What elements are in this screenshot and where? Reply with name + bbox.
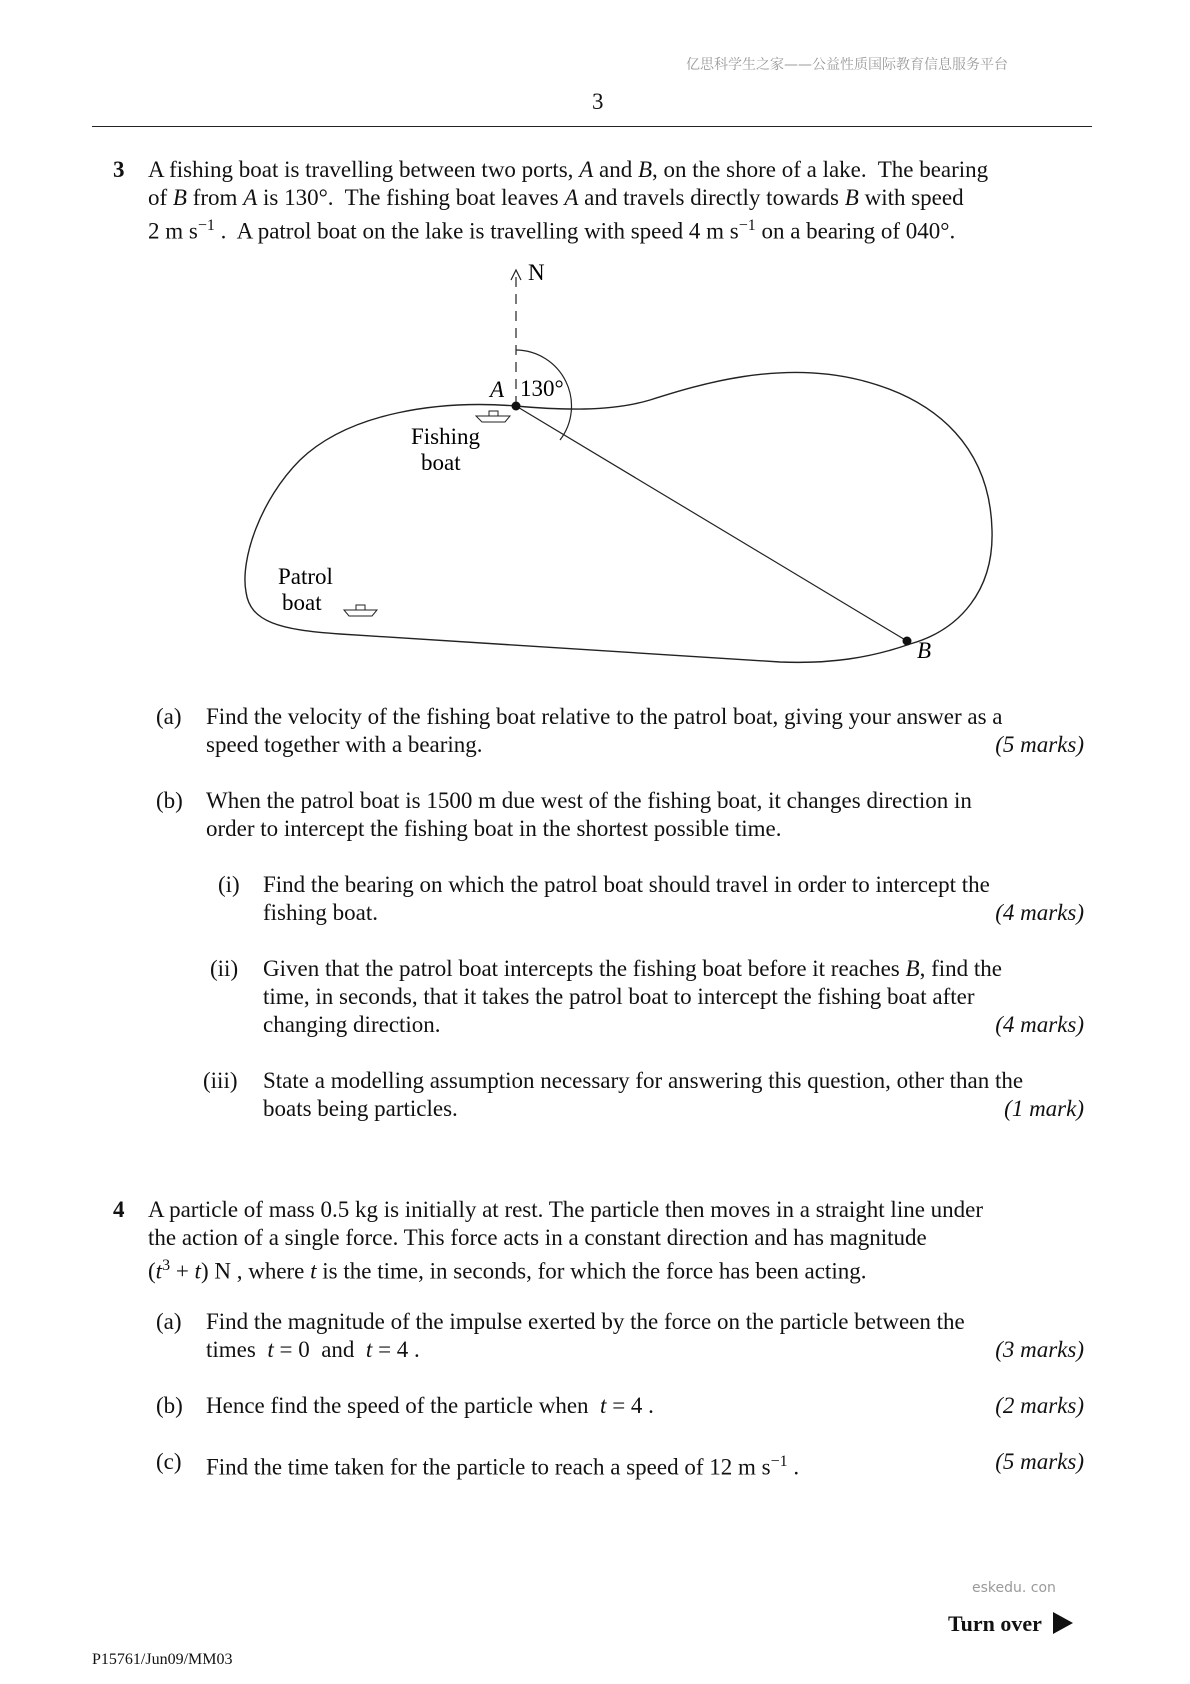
q4b-marks: (2 marks) — [995, 1393, 1084, 1418]
q3bi-marks: (4 marks) — [995, 900, 1084, 925]
q3a-line1: Find the velocity of the fishing boat relative to the patrol boat, giving your answer as a — [206, 704, 1003, 729]
q4-stem-line2: the action of a single force. This force acts in a constant direction and has magnitude — [148, 1225, 927, 1250]
header-watermark: 亿思科学生之家——公益性质国际教育信息服务平台 — [686, 57, 1008, 73]
q4b-line1: Hence find the speed of the particle when t = 4 . — [206, 1393, 654, 1418]
path-a-b — [516, 406, 907, 641]
page-number: 3 — [592, 89, 604, 114]
q3bii-line1: Given that the patrol boat intercepts the fishing boat before it reaches B, find the — [263, 956, 1002, 981]
patrol-label-line2: boat — [282, 590, 322, 615]
point-a — [512, 402, 521, 411]
q4a-line2: times t = 0 and t = 4 . — [206, 1337, 420, 1362]
q3b-line1: When the patrol boat is 1500 m due west of the fishing boat, it changes direction in — [206, 788, 972, 813]
q3bii-marks: (4 marks) — [995, 1012, 1084, 1037]
q4c-line1: Find the time taken for the particle to reach a speed of 12 m $s^{-1}$ . — [206, 1453, 800, 1480]
q3-stem-line2: of B from A is 130°. The fishing boat leaves A and travels directly towards B with speed — [148, 185, 964, 210]
q3biii-line1: State a modelling assumption necessary for answering this question, other than the — [263, 1068, 1024, 1093]
q3bi-label: (i) — [218, 872, 240, 897]
q3biii-marks: (1 mark) — [1004, 1096, 1084, 1121]
angle-label: 130° — [520, 376, 564, 401]
q4c-marks: (5 marks) — [995, 1449, 1084, 1474]
q3bii-line2: time, in seconds, that it takes the patrol boat to intercept the fishing boat after — [263, 984, 975, 1009]
turn-over — [948, 1611, 1073, 1637]
q3-number: 3 — [113, 157, 125, 182]
q3bii-label: (ii) — [210, 956, 239, 981]
patrol-label-line1: Patrol — [278, 564, 333, 589]
point-b — [903, 637, 912, 646]
q4c-label: (c) — [156, 1449, 182, 1474]
play-arrow-icon — [1053, 1612, 1073, 1634]
fishing-boat-icon — [476, 411, 510, 422]
lake-shore — [245, 372, 992, 662]
q4b-label: (b) — [156, 1393, 183, 1418]
q4-number: 4 — [113, 1197, 125, 1222]
q3bi-line1: Find the bearing on which the patrol boat should travel in order to intercept the — [263, 872, 990, 897]
q4a-marks: (3 marks) — [995, 1337, 1084, 1362]
footer-site: eskedu. con — [972, 1580, 1056, 1596]
q3a-label: (a) — [156, 704, 182, 729]
q3biii-line2: boats being particles. — [263, 1096, 458, 1121]
q3a-marks: (5 marks) — [995, 732, 1084, 757]
q4-stem-line1: A particle of mass 0.5 kg is initially at rest. The particle then moves in a straight line under — [148, 1197, 984, 1222]
header-rule — [92, 126, 1092, 127]
lake-diagram — [0, 250, 1190, 670]
north-label: N — [528, 260, 545, 285]
turn-over-label: Turn over — [948, 1611, 1042, 1636]
q4a-label: (a) — [156, 1309, 182, 1334]
paper-code: P15761/Jun09/MM03 — [92, 1651, 233, 1668]
label-b: B — [917, 638, 932, 663]
q3-stem-line1: A fishing boat is travelling between two ports, A and B, on the shore of a lake. The bearing — [148, 157, 989, 182]
q3-stem-line3: 2 m $s^{-1}$ . A patrol boat on the lake is travelling with speed 4 m $s^{-1}$ on a bearing of 040°. — [148, 217, 956, 244]
patrol-boat-icon — [344, 605, 377, 616]
q3bii-line3: changing direction. — [263, 1012, 441, 1037]
q3bi-line2: fishing boat. — [263, 900, 378, 925]
q3a-line2: speed together with a bearing. — [206, 732, 483, 757]
fishing-label-line2: boat — [421, 450, 461, 475]
q3biii-label: (iii) — [203, 1068, 238, 1093]
q3b-label: (b) — [156, 788, 183, 813]
fishing-label-line1: Fishing — [411, 424, 481, 449]
q3b-line2: order to intercept the fishing boat in the shortest possible time. — [206, 816, 782, 841]
label-a: A — [490, 377, 505, 402]
q4-stem-line3: $(t^3 + t)$ N , where t is the time, in seconds, for which the force has been acting. — [148, 1257, 867, 1284]
q4a-line1: Find the magnitude of the impulse exerted by the force on the particle between the — [206, 1309, 965, 1334]
